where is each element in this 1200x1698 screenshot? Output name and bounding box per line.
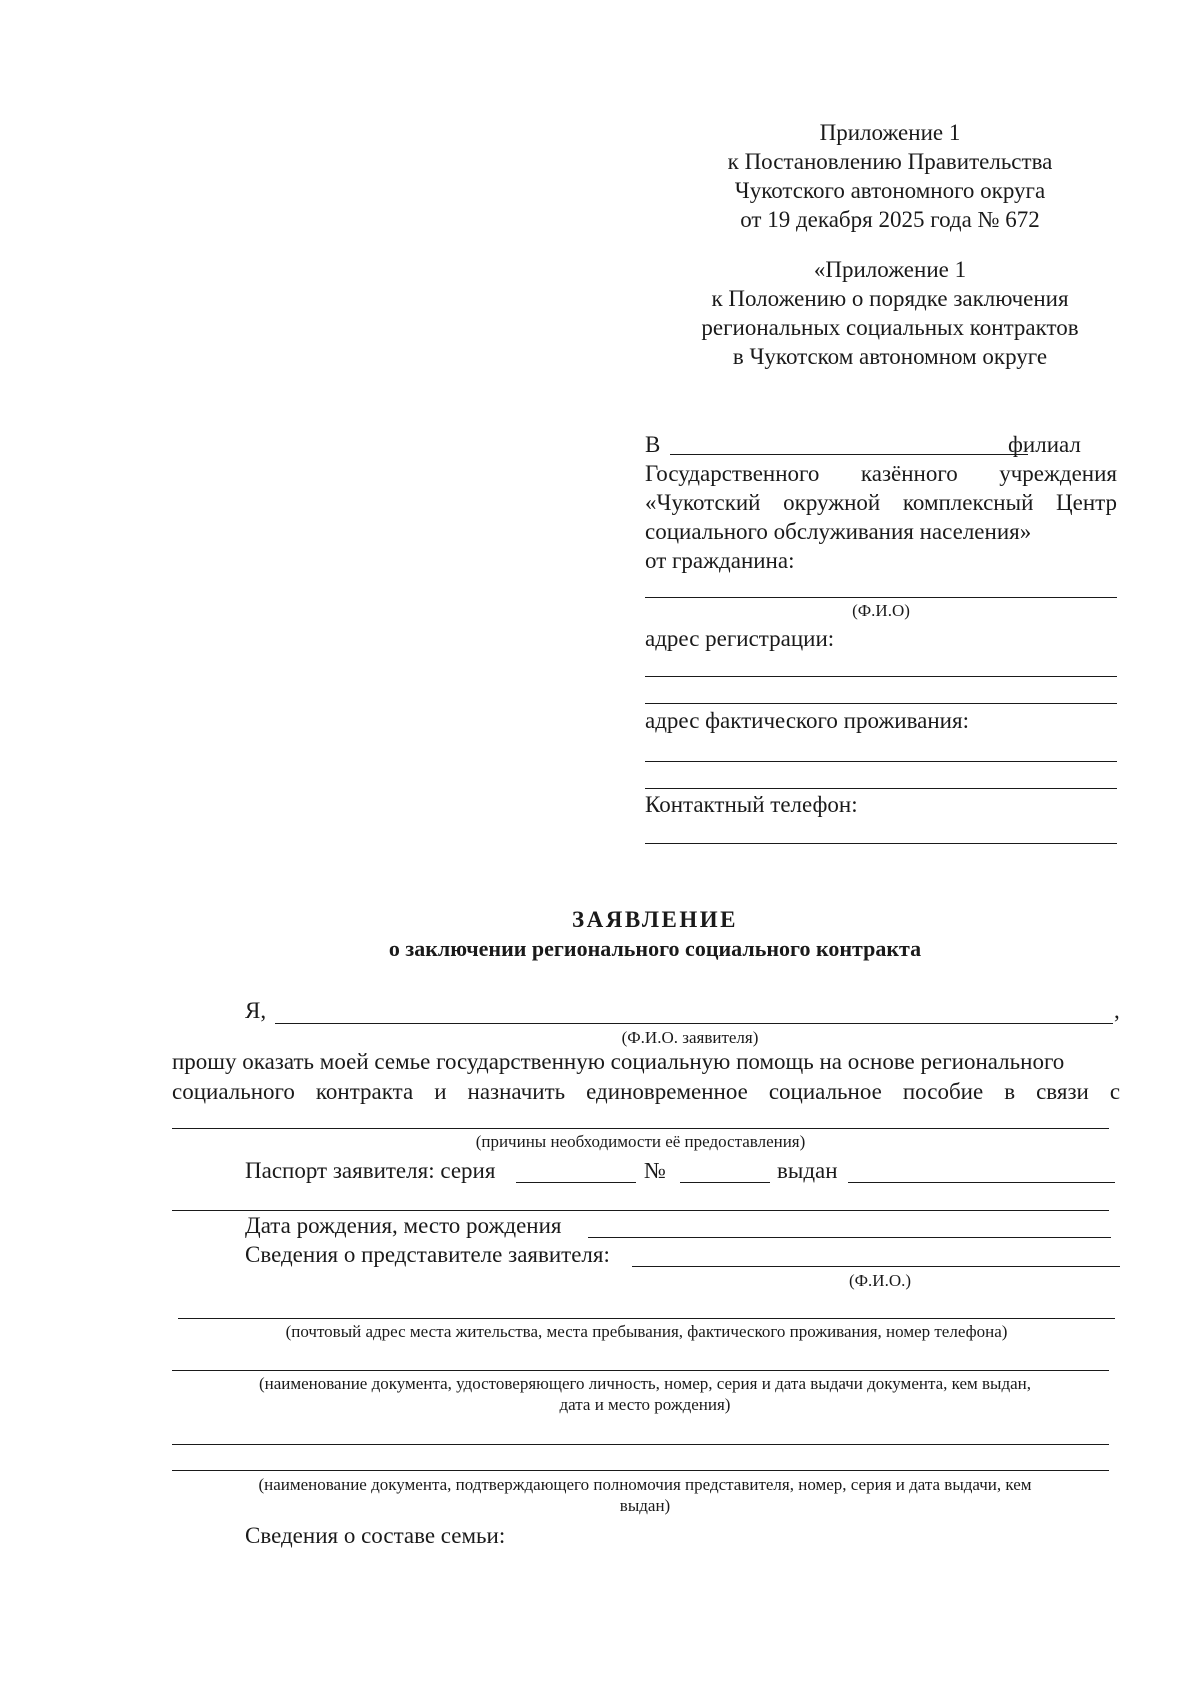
branch-name-field[interactable] <box>670 454 1028 455</box>
actual-address-field-2[interactable] <box>645 788 1117 789</box>
birth-label: Дата рождения, место рождения <box>245 1213 562 1238</box>
regulation-line: «Приложение 1 <box>813 257 967 282</box>
applicant-comma: , <box>1114 998 1120 1023</box>
addressee-line-2: Государственного казённого учреждения <box>645 461 1118 486</box>
passport-series-field[interactable] <box>516 1182 636 1183</box>
addressee-line-3: «Чукотский окружной комплексный Центр <box>645 490 1117 515</box>
representative-fio-field[interactable] <box>632 1266 1120 1267</box>
passport-number-field[interactable] <box>680 1182 770 1183</box>
appendix-line: к Постановлению Правительства <box>727 149 1053 174</box>
appendix-line: от 19 декабря 2025 года № 672 <box>740 207 1040 232</box>
id-document-field[interactable] <box>172 1370 1109 1371</box>
reason-caption: (причины необходимости её предоставления) <box>475 1132 806 1151</box>
postal-caption: (почтовый адрес места жительства, места пребывания, фактического проживания, номер телефона) <box>285 1322 1008 1341</box>
passport-issued-label: выдан <box>777 1158 838 1183</box>
actual-address-field-1[interactable] <box>645 761 1117 762</box>
auth-doc-caption: (наименование документа, подтверждающего полномочия представителя, номер, серия и дата выдачи, кем выдан) <box>258 1475 1032 1515</box>
passport-issued-field[interactable] <box>848 1182 1115 1183</box>
regulation-line: в Чукотском автономном округе <box>732 344 1048 369</box>
applicant-fio-caption: (Ф.И.О. заявителя) <box>621 1028 759 1047</box>
to-suffix: филиал <box>1008 432 1081 457</box>
title-sub: о заключении регионального социального контракта <box>388 936 922 961</box>
family-composition-label: Сведения о составе семьи: <box>245 1523 506 1548</box>
fio-caption: (Ф.И.О) <box>852 601 910 620</box>
appendix-header <box>700 118 1080 234</box>
document-title <box>0 905 1200 963</box>
applicant-fio-field[interactable] <box>275 1023 1113 1024</box>
auth-document-field-1[interactable] <box>172 1444 1109 1445</box>
birth-field[interactable] <box>588 1237 1111 1238</box>
rep-fio-caption: (Ф.И.О.) <box>848 1271 912 1290</box>
phone-label: Контактный телефон: <box>645 792 858 817</box>
request-line-1: прошу оказать моей семье государственную социальную помощь на основе регионального <box>172 1049 1065 1074</box>
representative-label: Сведения о представителе заявителя: <box>245 1242 610 1267</box>
addressee-line-4: социального обслуживания населения» <box>645 519 1032 544</box>
reg-address-label: адрес регистрации: <box>645 626 835 651</box>
appendix-line: Чукотского автономного округа <box>734 178 1046 203</box>
from-citizen-label: от гражданина: <box>645 548 795 573</box>
i-prefix: Я, <box>245 998 267 1023</box>
to-prefix: В <box>645 432 661 457</box>
actual-address-label: адрес фактического проживания: <box>645 708 969 733</box>
passport-number-label: № <box>644 1158 666 1183</box>
auth-document-field-2[interactable] <box>172 1470 1109 1471</box>
appendix-line: Приложение 1 <box>819 120 961 145</box>
citizen-fio-field[interactable] <box>645 597 1117 598</box>
request-line-2: социального контракта и назначить единовременное социальное пособие в связи с <box>172 1079 1121 1104</box>
id-doc-caption: (наименование документа, удостоверяющего личность, номер, серия и дата выдачи документа, кем выдан, дата и место рождения) <box>258 1374 1032 1414</box>
passport-label: Паспорт заявителя: серия <box>245 1158 496 1183</box>
regulation-line: региональных социальных контрактов <box>701 315 1079 340</box>
reg-address-field-1[interactable] <box>645 676 1117 677</box>
reg-address-field-2[interactable] <box>645 703 1117 704</box>
title-main: ЗАЯВЛЕНИЕ <box>572 907 738 932</box>
reason-field[interactable] <box>172 1128 1109 1129</box>
phone-field[interactable] <box>645 843 1117 844</box>
postal-address-field[interactable] <box>178 1318 1115 1319</box>
regulation-header <box>670 255 1110 371</box>
regulation-line: к Положению о порядке заключения <box>711 286 1069 311</box>
